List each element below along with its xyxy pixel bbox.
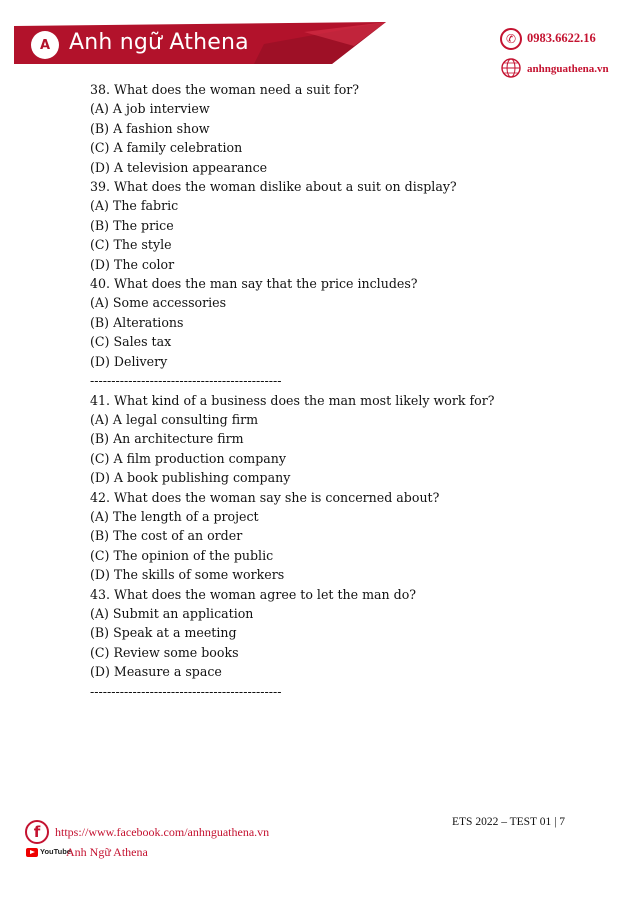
question-text: 42. What does the woman say she is concerned about? (90, 489, 440, 505)
answer-option: (D) A book publishing company (90, 470, 291, 486)
answer-option: (A) The length of a project (90, 508, 259, 524)
answer-option: (C) The style (90, 237, 172, 253)
answer-option: (A) A job interview (90, 101, 210, 117)
answer-option: (D) The skills of some workers (90, 567, 285, 583)
facebook-icon: f (25, 820, 49, 844)
answer-option: (C) A film production company (90, 450, 286, 466)
page-label: ETS 2022 – TEST 01 | 7 (452, 816, 566, 828)
answer-option: (C) Sales tax (90, 334, 172, 350)
question-text: 40. What does the man say that the price includes? (90, 276, 418, 292)
answer-option: (C) A family celebration (90, 140, 243, 156)
separator: --------------------------------------------- (90, 373, 282, 389)
youtube-wordmark: YouTube (40, 847, 71, 856)
question-text: 41. What kind of a business does the man most likely work for? (90, 392, 495, 408)
phone-icon: ✆ (500, 28, 522, 50)
brand-name: Anh ngữ Athena (69, 30, 249, 55)
answer-option: (B) The cost of an order (90, 528, 243, 544)
answer-option: (D) A television appearance (90, 159, 268, 175)
answer-option: (B) Alterations (90, 314, 184, 330)
question-text: 39. What does the woman dislike about a suit on display? (90, 179, 457, 195)
separator: --------------------------------------------- (90, 683, 282, 699)
answer-option: (D) The color (90, 256, 175, 272)
answer-option: (A) Submit an application (90, 605, 254, 621)
answer-option: (A) Some accessories (90, 295, 227, 311)
answer-option: (C) The opinion of the public (90, 547, 274, 563)
globe-icon (500, 57, 522, 79)
answer-option: (A) The fabric (90, 198, 179, 214)
answer-option: (D) Delivery (90, 353, 168, 369)
youtube-icon (26, 848, 38, 857)
website-link[interactable]: anhnguathena.vn (527, 63, 609, 75)
answer-option: (D) Measure a space (90, 664, 222, 680)
question-text: 38. What does the woman need a suit for? (90, 82, 360, 97)
facebook-link[interactable]: https://www.facebook.com/anhnguathena.vn (55, 825, 270, 839)
answer-option: (B) Speak at a meeting (90, 625, 237, 641)
answer-option: (A) A legal consulting firm (90, 411, 259, 427)
phone-number[interactable]: 0983.6622.16 (527, 31, 596, 45)
question-text: 43. What does the woman agree to let the man do? (90, 586, 417, 602)
question-list (90, 80, 550, 701)
youtube-channel-link[interactable]: Anh Ngữ Athena (66, 845, 148, 859)
answer-option: (B) An architecture firm (90, 431, 244, 447)
answer-option: (B) A fashion show (90, 120, 210, 136)
athena-logo-icon: A (31, 31, 59, 59)
answer-option: (B) The price (90, 217, 174, 233)
answer-option: (C) Review some books (90, 644, 239, 660)
